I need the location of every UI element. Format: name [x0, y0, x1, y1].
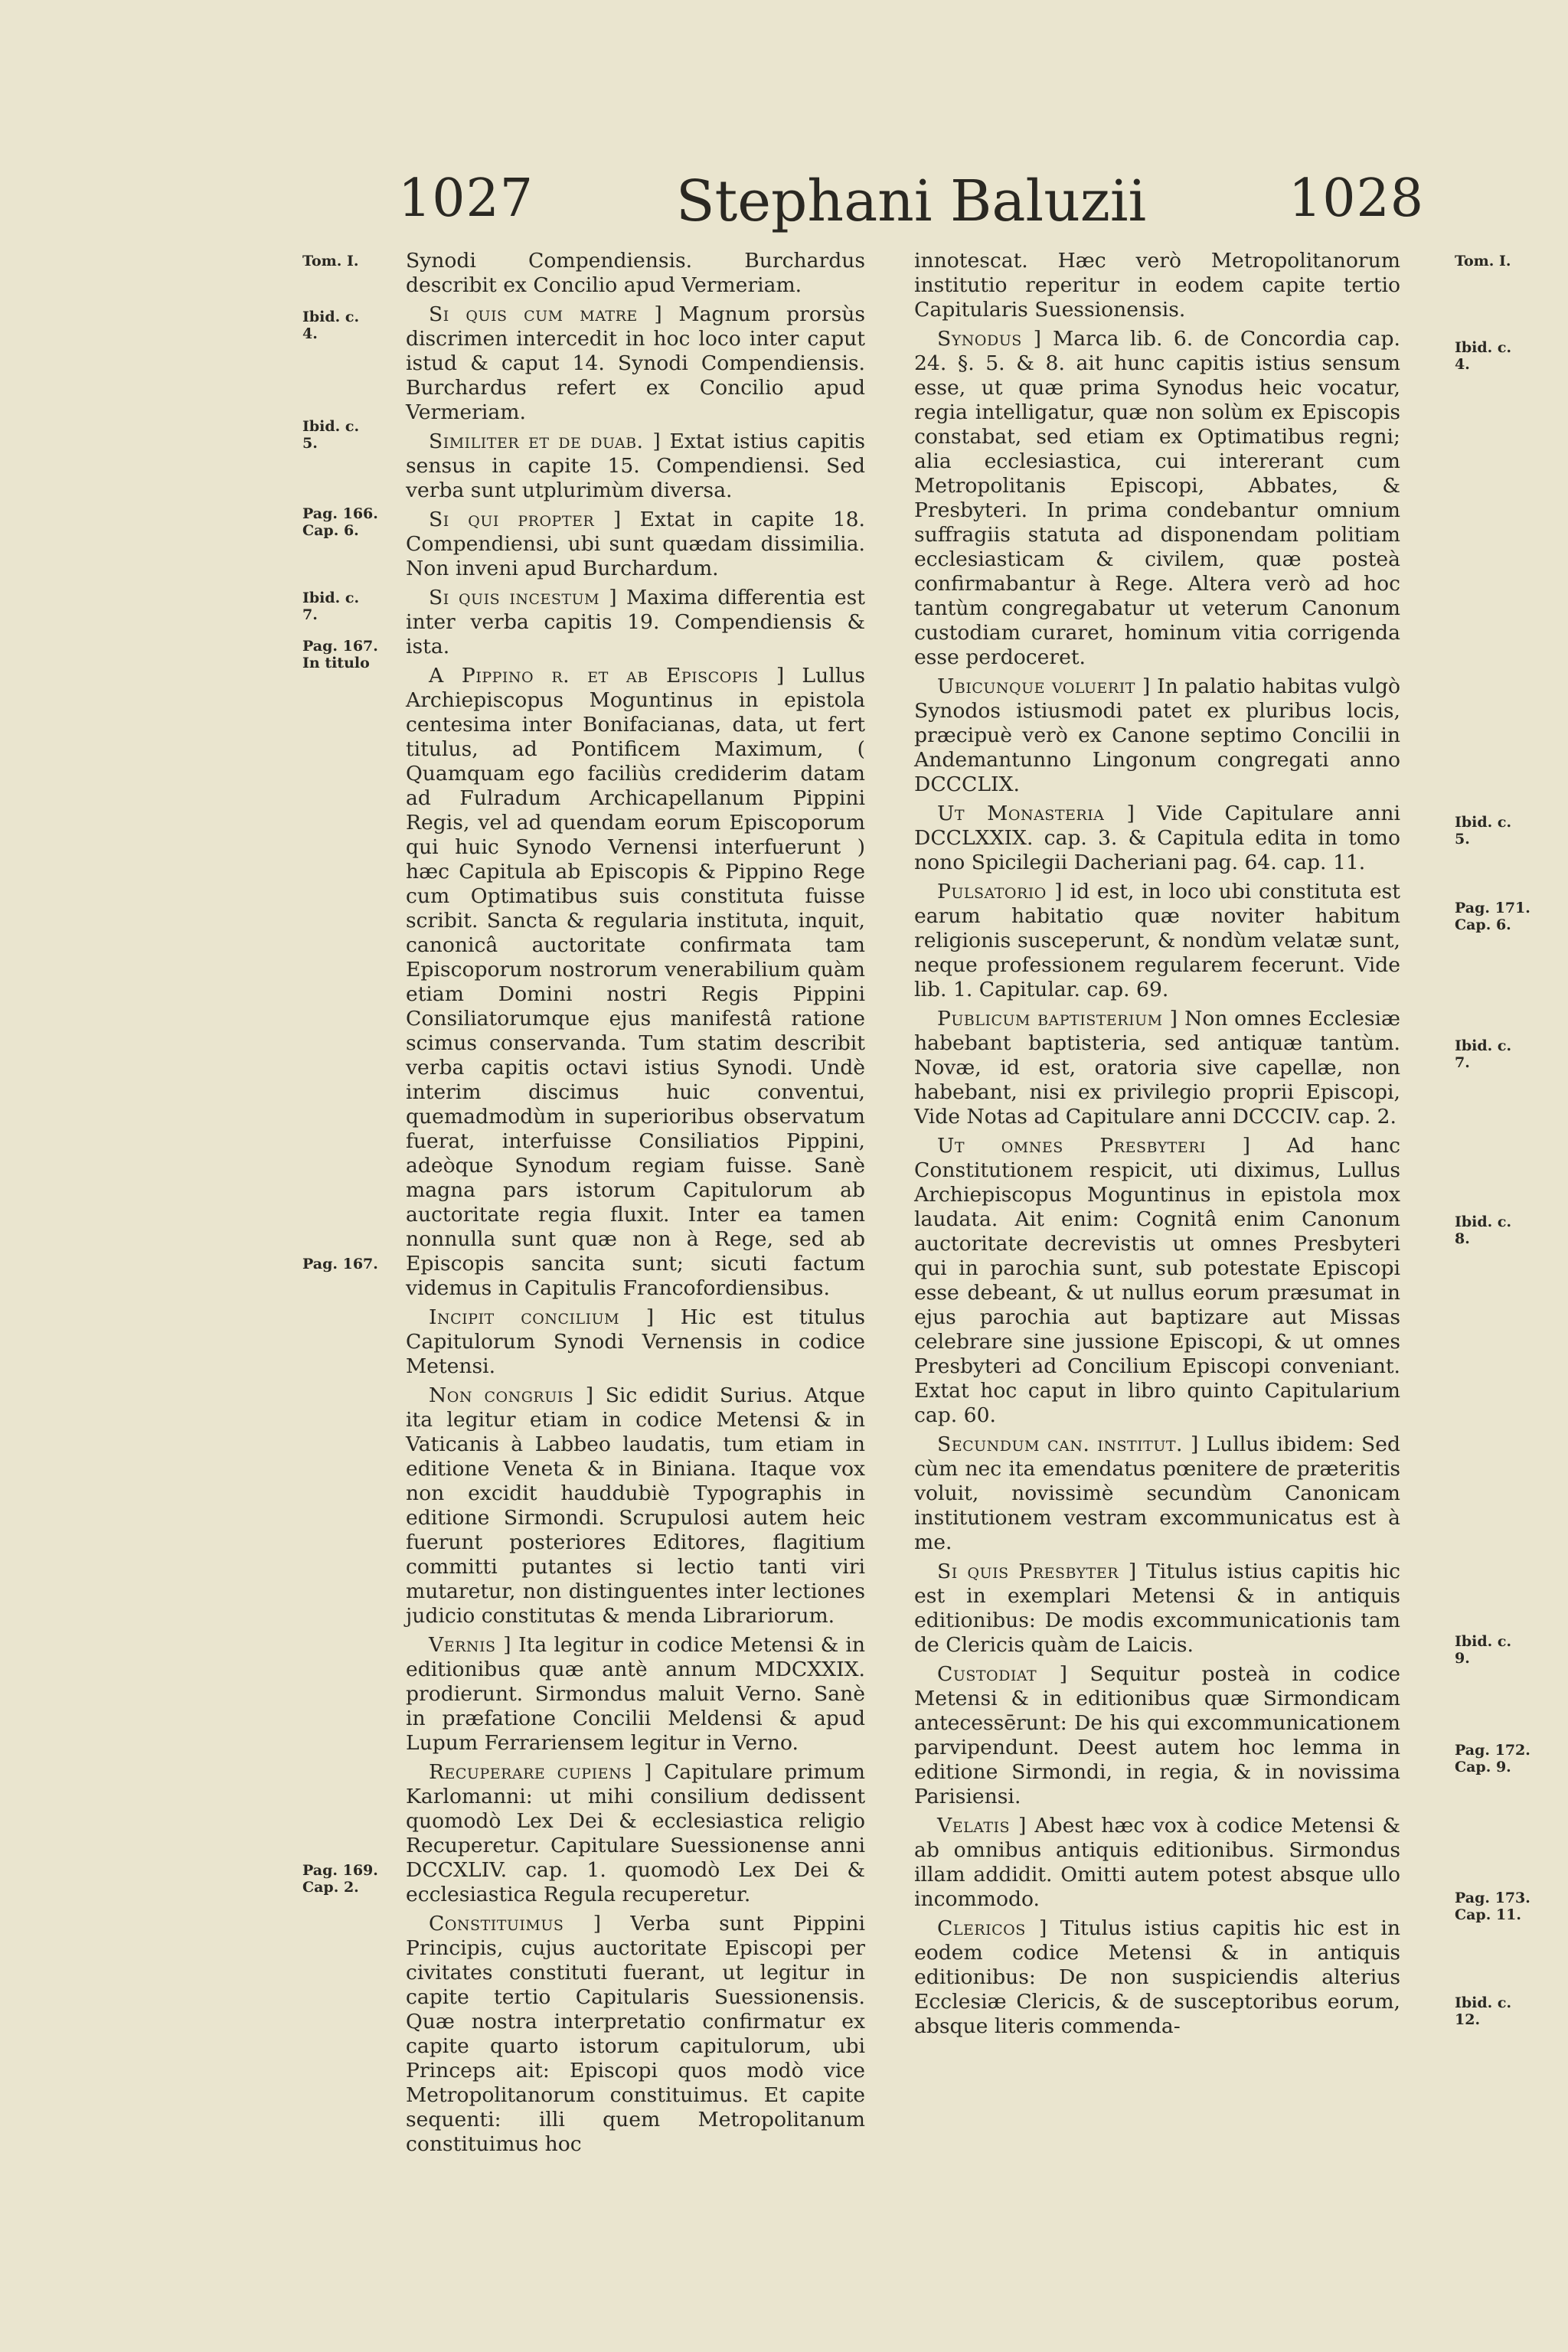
paragraph: Publicum baptisterium ] Non omnes Ecclesiæ habebant baptisteria, sed antiquæ tantùm. Novæ, id est, oratoria sive capellæ, non habebant, nisi ex privilegio proprii Episcopi, Vide Notas ad Capitulare anni DCCCIV. cap. 2.	[914, 1007, 1400, 1129]
paragraph: Constituimus ] Verba sunt Pippini Principis, cujus auctoritate Episcopi per civitates constituti fuerant, ut legitur in capite tertio Capitularis Suessionensis. Quæ nostra interpretatio confirmatur ex capite quarto istorum capitulorum, ubi Princeps ait: Episcopi quos modò vice Metropolitanorum constituimus. Et capite sequenti: illi quem Metropolitanum constituimus hoc	[406, 1912, 865, 2156]
right-margin-note: Ibid. c. 7.	[1455, 1037, 1512, 1071]
paragraph: Secundum can. institut. ] Lullus ibidem: Sed cùm nec ita emendatus pœnitere de præteritis voluit, novissimè secundùm Canonicam institutionem vestram excommunicatus est à me.	[914, 1432, 1400, 1554]
left-margin-note: Pag. 169. Cap. 2.	[302, 1862, 378, 1896]
left-margin-note: Pag. 167.	[302, 1256, 378, 1272]
left-text-column	[406, 249, 865, 2161]
paragraph: Incipit concilium ] Hic est titulus Capitulorum Synodi Vernensis in codice Metensi.	[406, 1305, 866, 1378]
paragraph: Vernis ] Ita legitur in codice Metensi & in editionibus quæ antè annum MDCXXIX. prodierunt. Sirmondus maluit Verno. Sanè in præfatione Concilii Meldensi & apud Lupum Ferrariensem legitur in Verno.	[406, 1633, 866, 1755]
right-margin-note: Ibid. c. 9.	[1455, 1633, 1512, 1667]
paragraph: Velatis ] Abest hæc vox à codice Metensi & ab omnibus antiquis editionibus. Sirmondus illam addidit. Omitti autem potest absque ullo incommodo.	[914, 1814, 1400, 1911]
left-margin-note: Pag. 167. In titulo	[302, 638, 378, 671]
right-margin-note: Pag. 171. Cap. 6.	[1455, 900, 1530, 933]
right-margin-note: Ibid. c. 12.	[1455, 1994, 1512, 2028]
paragraph: Si quis Presbyter ] Titulus istius capitis hic est in exemplari Metensi & in antiquis editionibus: De modis excommunicationis tam de Clericis quàm de Laicis.	[914, 1560, 1400, 1657]
paragraph: Custodiat ] Sequitur posteà in codice Metensi & in editionibus quæ Sirmondicam antecessērunt: De his qui excommunicationem parvipendunt. Deest autem hoc lemma in editione Sirmondi, in regia, & in novissima Parisiensi.	[914, 1662, 1400, 1808]
paragraph: Ut Monasteria ] Vide Capitulare anni DCCLXXIX. cap. 3. & Capitula edita in tomo nono Spicilegii Dacheriani pag. 64. cap. 11.	[914, 802, 1400, 874]
running-title: Stephani Baluzii	[675, 168, 1147, 234]
paragraph: innotescat. Hæc verò Metropolitanorum institutio reperitur in eodem capite tertio Capitularis Suessionensis.	[914, 249, 1400, 322]
right-margin-note: Ibid. c. 5.	[1455, 814, 1512, 848]
paragraph: Non congruis ] Sic edidit Surius. Atque ita legitur etiam in codice Metensi & in Vaticanis à Labbeo laudatis, tum etiam in editione Veneta & in Biniana. Itaque vox non excidit hauddubiè Typographis in editione Sirmondi. Scrupulosi autem heic fuerunt posteriores Editores, flagitium committi putantes si lectio tanti viri mutaretur, non distinguentes inter lectiones judicio constitutas & menda Librariorum.	[406, 1383, 865, 1628]
paragraph: Si quis incestum ] Maxima differentia est inter verba capitis 19. Compendiensis & ista.	[406, 586, 865, 658]
paragraph: Recuperare cupiens ] Capitulare primum Karlomanni: ut mihi consilium dedissent quomodò Lex Dei & ecclesiastica religio Recuperetur. Capitulare Suessionense anni DCCXLIV. cap. 1. quomodò Lex Dei & ecclesiastica Regula recuperetur.	[406, 1760, 865, 1906]
paragraph: Clericos ] Titulus istius capitis hic est in eodem codice Metensi & in antiquis editionibus: De non suspiciendis alterius Ecclesiæ Clericis, & de susceptoribus eorum, absque literis commenda-	[914, 1916, 1400, 2038]
paragraph: Synodi Compendiensis. Burchardus describit ex Concilio apud Vermeriam.	[406, 249, 865, 297]
paragraph: Ut omnes Presbyteri ] Ad hanc Constitutionem respicit, uti diximus, Lullus Archiepiscopus Moguntinus in epistola mox laudata. Ait enim: Cognitâ enim Canonum auctoritate decrevistis ut omnes Presbyteri qui in parochia sunt, sub potestate Episcopi esse debeant, & ut nullus eorum præsumat in ejus parochia aut baptizare aut Missas celebrare sine jussione Episcopi, & ut omnes Presbyteri ad Concilium Episcopi conveniant. Extat hoc caput in libro quinto Capitularium cap. 60.	[914, 1134, 1400, 1427]
paragraph: Synodus ] Marca lib. 6. de Concordia cap. 24. §. 5. & 8. ait hunc capitis istius sensum esse, ut quæ prima Synodus heic vocatur, regia intelligatur, quæ non solùm ex Episcopis constabat, sed etiam ex Optimatibus regni; alia ecclesiastica, cui intererant cum Metropolitanis Episcopi, Abbates, & Presbyteri. In prima condebantur omnium suffragiis statuta ad disponendam politiam ecclesiasticam & civilem, quæ posteà confirmabantur à Rege. Altera verò ad hoc tantùm congregabatur ut veterum Canonum custodiam curaret, hominum vitia corrigenda esse perdoceret.	[914, 327, 1400, 669]
left-margin-note: Ibid. c. 5.	[302, 418, 360, 452]
paragraph: Similiter et de duab. ] Extat istius capitis sensus in capite 15. Compendiensi. Sed verba sunt utplurimùm diversa.	[406, 430, 865, 502]
paragraph: A Pippino r. et ab Episcopis ] Lullus Archiepiscopus Moguntinus in epistola centesima inter Bonifacianas, data, ut fert titulus, ad Pontificem Maximum, ( Quamquam ego faciliùs crediderim datam ad Fulradum Archicapellanum Pippini Regis, vel ad quendam eorum Episcoporum qui huic Synodo Vernensi interfuerunt ) hæc Capitula ab Episcopis & Pippino Rege cum Optimatibus suis constituta fuisse scribit. Sancta & regularia instituta, inquit, canonicâ auctoritate confirmata tam Episcoporum nostrorum venerabilium quàm etiam Domini nostri Regis Pippini Consiliatorumque ejus manifestâ ratione scimus conservanda. Tum statim describit verba capitis octavi istius Synodi. Undè interim discimus huic conventui, quemadmodùm in superioribus observatum fuerat, interfuisse Consiliatios Pippini, adeòque Synodum regiam fuisse. Sanè magna pars istorum Capitulorum ab auctoritate regia fluxit. Inter ea tamen nonnulla sunt quæ non à Rege, sed ab Episcopis sancita sunt; sicuti factum videmus in Capitulis Francofordiensibus.	[406, 664, 865, 1300]
left-margin-note: Ibid. c. 7.	[302, 590, 360, 623]
left-margin-note: Tom. I.	[302, 253, 359, 270]
paragraph: Si quis cum matre ] Magnum prorsùs discrimen intercedit in hoc loco inter caput istud & caput 14. Synodi Compendiensis. Burchardus refert ex Concilio apud Vermeriam.	[406, 302, 866, 424]
right-page-number: 1028	[1288, 168, 1424, 229]
right-margin-note: Pag. 172. Cap. 9.	[1455, 1742, 1530, 1775]
left-page-number: 1027	[398, 168, 534, 229]
right-margin-note: Ibid. c. 8.	[1455, 1214, 1512, 1247]
right-text-column	[914, 249, 1400, 2043]
paragraph: Si qui propter ] Extat in capite 18. Compendiensi, ubi sunt quædam dissimilia. Non inveni apud Burchardum.	[406, 508, 865, 580]
page-header	[398, 168, 1424, 260]
paragraph: Pulsatorio ] id est, in loco ubi constituta est earum habitatio quæ noviter habitum religionis susceperunt, & nondùm velatæ sunt, neque professionem regularem fecerunt. Vide lib. 1. Capitular. cap. 69.	[914, 880, 1400, 1001]
left-margin-note: Ibid. c. 4.	[302, 309, 360, 342]
paragraph: Ubicunque voluerit ] In palatio habitas vulgò Synodos istiusmodi patet ex pluribus locis, præcipuè verò ex Canone septimo Concilii in Andemantunno Lingonum congregati anno DCCCLIX.	[914, 675, 1400, 796]
left-margin-note: Pag. 166. Cap. 6.	[302, 505, 378, 539]
right-margin-note: Pag. 173. Cap. 11.	[1455, 1890, 1530, 1923]
right-margin-note: Tom. I.	[1455, 253, 1511, 270]
right-margin-note: Ibid. c. 4.	[1455, 339, 1512, 373]
